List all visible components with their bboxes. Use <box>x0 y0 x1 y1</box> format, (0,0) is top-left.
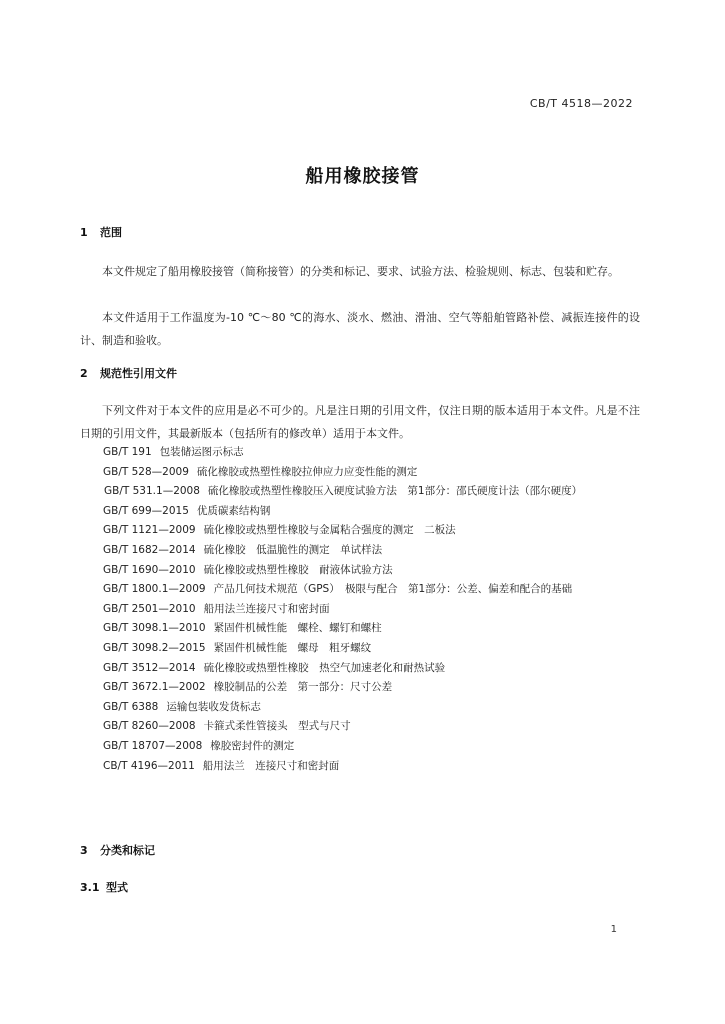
scope-paragraph-2: 本文件适用于工作温度为-10 ℃～80 ℃的海水、淡水、燃油、滑油、空气等船舶管路补偿、减振连接件的设计、制造和验收。 <box>80 311 640 347</box>
page-number: 1 <box>610 924 617 935</box>
section-title: 规范性引用文件 <box>100 367 177 380</box>
section-title: 型式 <box>106 881 128 894</box>
reference-item: GB/T 3512—2014 硫化橡胶或热塑性橡胶 热空气加速老化和耐热试验 <box>103 661 446 674</box>
reference-item: GB/T 1800.1—2009 产品几何技术规范（GPS） 极限与配合 第1部分：公差、偏差和配合的基础 <box>103 583 573 596</box>
reference-item: GB/T 699—2015 优质碳素结构钢 <box>103 504 271 517</box>
reference-item: GB/T 1682—2014 硫化橡胶 低温脆性的测定 单试样法 <box>103 543 383 556</box>
reference-item: GB/T 191 包装储运图示标志 <box>103 446 244 458</box>
section-title: 分类和标记 <box>100 844 155 857</box>
section-1-heading <box>80 224 122 240</box>
document-code: CB/T 4518—2022 <box>529 97 633 110</box>
reference-item: GB/T 3672.1—2002 橡胶制品的公差 第一部分：尺寸公差 <box>103 681 393 694</box>
reference-item: GB/T 531.1—2008 硫化橡胶或热塑性橡胶压入硬度试验方法 第1部分：邵氏硬度计法（邵尔硬度） <box>104 485 583 498</box>
section-2-heading <box>80 365 177 381</box>
reference-item: GB/T 3098.2—2015 紧固件机械性能 螺母 粗牙螺纹 <box>103 641 372 654</box>
reference-item: GB/T 2501—2010 船用法兰连接尺寸和密封面 <box>103 602 330 615</box>
scope-paragraph-1: 本文件规定了船用橡胶接管（简称接管）的分类和标记、要求、试验方法、检验规则、标志、包装和贮存。 <box>102 265 619 278</box>
reference-item: GB/T 8260—2008 卡箍式柔性管接头 型式与尺寸 <box>103 720 351 733</box>
normative-intro-paragraph: 下列文件对于本文件的应用是必不可少的。凡是注日期的引用文件，仅注日期的版本适用于本文件。凡是不注日期的引用文件，其最新版本（包括所有的修改单）适用于本文件。 <box>80 404 640 440</box>
section-number: 2 <box>80 367 88 380</box>
section-number: 3 <box>80 844 88 857</box>
normative-reference-list <box>80 443 640 776</box>
reference-item: GB/T 3098.1—2010 紧固件机械性能 螺栓、螺钉和螺柱 <box>103 622 382 635</box>
reference-item: GB/T 1121—2009 硫化橡胶或热塑性橡胶与金属粘合强度的测定 二板法 <box>103 524 456 537</box>
section-number: 3.1 <box>80 881 100 894</box>
reference-item: GB/T 18707—2008 橡胶密封件的测定 <box>103 739 295 752</box>
section-title: 范围 <box>100 226 122 239</box>
reference-item: CB/T 4196—2011 船用法兰 连接尺寸和密封面 <box>103 759 340 772</box>
reference-item: GB/T 528—2009 硫化橡胶或热塑性橡胶拉伸应力应变性能的测定 <box>103 465 418 478</box>
reference-item: GB/T 1690—2010 硫化橡胶或热塑性橡胶 耐液体试验方法 <box>103 563 393 576</box>
section-3-1-heading <box>80 879 128 895</box>
section-number: 1 <box>80 226 88 239</box>
section-3-heading <box>80 842 155 858</box>
document-title: 船用橡胶接管 <box>305 166 420 187</box>
reference-item: GB/T 6388 运输包装收发货标志 <box>103 700 261 713</box>
